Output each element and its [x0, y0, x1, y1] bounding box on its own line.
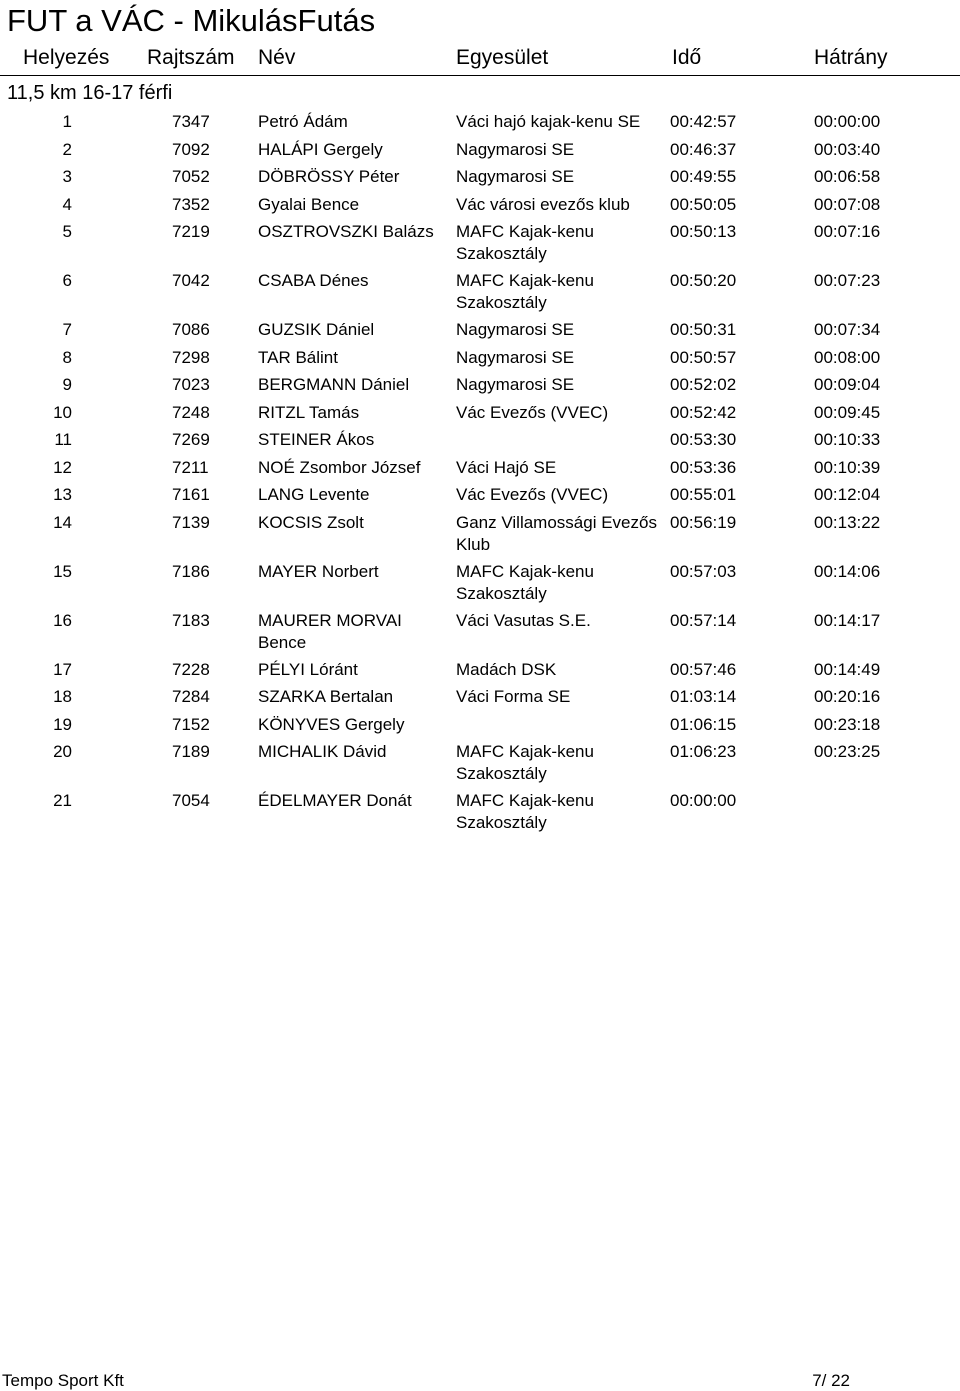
gap-cell: 00:08:00 — [814, 347, 881, 367]
bib-cell: 7228 — [172, 659, 210, 679]
time-cell: 00:00:00 — [670, 791, 737, 810]
time-cell: 01:03:14 — [670, 687, 737, 706]
club-cell-line: MAFC Kajak-kenu — [456, 791, 594, 810]
table-row — [0, 790, 960, 833]
position-cell: 19 — [53, 714, 72, 734]
name-cell-line: MAURER MORVAI — [258, 610, 402, 630]
category-label: 11,5 km 16-17 férfi — [7, 82, 173, 104]
gap-cell: 00:09:04 — [814, 375, 881, 394]
table-row — [0, 319, 960, 341]
table-row — [0, 402, 960, 424]
gap-cell: 00:13:22 — [814, 512, 881, 532]
position-cell: 3 — [62, 167, 72, 186]
column-header-club: Egyesület — [456, 46, 549, 69]
gap-cell: 00:10:39 — [814, 457, 881, 477]
bib-cell: 7248 — [172, 402, 210, 422]
position-cell: 6 — [62, 271, 72, 290]
name-cell-line: BERGMANN Dániel — [258, 375, 410, 394]
club-cell — [456, 194, 630, 216]
club-cell — [456, 347, 574, 369]
name-cell-line: PÉLYI Lóránt — [258, 659, 358, 679]
club-cell-line: Váci hajó kajak-kenu SE — [456, 112, 641, 131]
bib-cell: 7189 — [172, 742, 210, 761]
name-cell — [258, 374, 409, 396]
club-cell — [456, 457, 556, 479]
name-cell — [258, 561, 379, 583]
bib-cell: 7219 — [172, 222, 210, 241]
bib-cell: 7269 — [172, 430, 210, 449]
bib-cell: 7152 — [172, 714, 210, 734]
position-cell: 20 — [53, 742, 72, 761]
time-cell: 00:50:13 — [670, 222, 737, 241]
time-cell: 00:53:30 — [670, 430, 737, 449]
name-cell — [258, 402, 359, 424]
time-cell: 01:06:15 — [670, 714, 737, 734]
column-header-bib: Rajtszám — [147, 46, 235, 69]
time-cell: 00:50:31 — [670, 320, 737, 339]
club-cell-line: Váci Hajó SE — [456, 457, 557, 477]
name-cell-line: KÖNYVES Gergely — [258, 714, 405, 734]
position-cell: 18 — [53, 687, 72, 706]
table-row — [0, 686, 960, 708]
time-cell: 00:50:20 — [670, 271, 737, 290]
club-cell — [456, 139, 574, 161]
club-cell — [456, 270, 594, 314]
club-cell-line: Vác Evezős (VVEC) — [456, 402, 609, 422]
time-cell: 00:57:03 — [670, 561, 737, 581]
club-cell — [456, 484, 608, 506]
bib-cell: 7161 — [172, 485, 210, 504]
position-cell: 12 — [53, 457, 72, 477]
gap-cell: 00:23:25 — [814, 742, 881, 761]
time-cell: 00:52:42 — [670, 402, 737, 422]
footer-company: Tempo Sport Kft — [2, 1371, 124, 1390]
header-rule — [0, 75, 960, 76]
table-row — [0, 194, 960, 216]
column-header-time: Idő — [672, 46, 702, 69]
club-cell-line: Szakosztály — [456, 764, 547, 783]
time-cell: 01:06:23 — [670, 742, 737, 761]
club-cell — [456, 610, 591, 632]
time-cell: 00:57:14 — [670, 610, 737, 630]
name-cell — [258, 484, 370, 506]
table-row — [0, 457, 960, 479]
club-cell — [456, 741, 594, 785]
bib-cell: 7284 — [172, 687, 210, 706]
name-cell-line: LANG Levente — [258, 485, 370, 504]
time-cell: 00:50:05 — [670, 194, 737, 214]
name-cell — [258, 790, 412, 812]
time-cell: 00:56:19 — [670, 512, 737, 532]
position-cell: 9 — [62, 375, 72, 394]
table-row — [0, 741, 960, 784]
club-cell-line: Ganz Villamossági Evezős — [456, 512, 657, 532]
position-cell: 15 — [53, 561, 72, 581]
bib-cell: 7139 — [172, 512, 210, 532]
club-cell-line: Váci Forma SE — [456, 687, 571, 706]
gap-cell: 00:00:00 — [814, 112, 881, 131]
table-row — [0, 714, 960, 736]
gap-cell: 00:07:16 — [814, 222, 881, 241]
club-cell-line: Nagymarosi SE — [456, 139, 575, 159]
gap-cell: 00:12:04 — [814, 485, 881, 504]
name-cell — [258, 457, 421, 479]
gap-cell: 00:07:23 — [814, 271, 881, 290]
name-cell-line: SZARKA Bertalan — [258, 687, 394, 706]
name-cell — [258, 610, 402, 654]
club-cell-line: Szakosztály — [456, 244, 547, 263]
table-row — [0, 111, 960, 133]
name-cell — [258, 347, 338, 369]
club-cell-line: Madách DSK — [456, 659, 557, 679]
position-cell: 8 — [62, 347, 72, 367]
name-cell — [258, 319, 374, 341]
name-cell-line: Petró Ádám — [258, 112, 348, 131]
page-title: FUT a VÁC - MikulásFutás — [7, 3, 376, 38]
club-cell — [456, 319, 574, 341]
name-cell — [258, 194, 359, 216]
bib-cell: 7023 — [172, 375, 210, 394]
name-cell-line: CSABA Dénes — [258, 271, 369, 290]
club-cell — [456, 512, 657, 556]
time-cell: 00:50:57 — [670, 347, 737, 367]
club-cell — [456, 686, 570, 708]
position-cell: 17 — [53, 659, 72, 679]
club-cell — [456, 402, 608, 424]
position-cell: 5 — [62, 222, 72, 241]
bib-cell: 7183 — [172, 610, 210, 630]
position-cell: 11 — [54, 430, 72, 449]
bib-cell: 7298 — [172, 347, 210, 367]
bib-cell: 7092 — [172, 139, 210, 159]
position-cell: 4 — [62, 194, 72, 214]
gap-cell: 00:07:08 — [814, 194, 881, 214]
position-cell: 14 — [53, 512, 72, 532]
time-cell: 00:55:01 — [670, 485, 737, 504]
club-cell-line: Nagymarosi SE — [456, 167, 575, 186]
time-cell: 00:42:57 — [670, 112, 737, 131]
club-cell-line: MAFC Kajak-kenu — [456, 561, 594, 581]
bib-cell: 7347 — [172, 112, 210, 131]
table-row — [0, 270, 960, 313]
club-cell-line: MAFC Kajak-kenu — [456, 742, 594, 761]
name-cell-line: KOCSIS Zsolt — [258, 512, 364, 532]
table-row — [0, 610, 960, 653]
bib-cell: 7186 — [172, 561, 210, 581]
time-cell: 00:57:46 — [670, 659, 737, 679]
name-cell-line: DÖBRÖSSY Péter — [258, 167, 400, 186]
gap-cell: 00:14:17 — [814, 610, 881, 630]
gap-cell: 00:09:45 — [814, 402, 881, 422]
club-cell-line: Szakosztály — [456, 583, 547, 603]
club-cell-line: Vác városi evezős klub — [456, 194, 630, 214]
time-cell: 00:49:55 — [670, 167, 737, 186]
time-cell: 00:52:02 — [670, 375, 737, 394]
gap-cell: 00:20:16 — [814, 687, 881, 706]
club-cell — [456, 166, 574, 188]
club-cell-line: Nagymarosi SE — [456, 320, 575, 339]
name-cell — [258, 714, 404, 736]
name-cell-line: STEINER Ákos — [258, 430, 375, 449]
name-cell — [258, 512, 364, 534]
position-cell: 13 — [53, 485, 72, 504]
name-cell-line: HALÁPI Gergely — [258, 139, 383, 159]
club-cell-line: MAFC Kajak-kenu — [456, 222, 594, 241]
name-cell-line: ÉDELMAYER Donát — [258, 791, 412, 810]
bib-cell: 7352 — [172, 194, 210, 214]
position-cell: 16 — [53, 610, 72, 630]
name-cell-line: NOÉ Zsombor József — [258, 457, 421, 477]
table-row — [0, 139, 960, 161]
gap-cell: 00:07:34 — [814, 320, 881, 339]
table-row — [0, 429, 960, 451]
footer-page-number: 7/ 22 — [812, 1371, 850, 1390]
bib-cell: 7211 — [172, 457, 209, 477]
club-cell-line: Szakosztály — [456, 293, 547, 312]
club-cell-line: Váci Vasutas S.E. — [456, 610, 591, 630]
name-cell-line: Bence — [258, 632, 307, 652]
column-header-position: Helyezés — [23, 46, 110, 69]
club-cell — [456, 221, 594, 265]
name-cell — [258, 270, 369, 292]
position-cell: 10 — [53, 402, 72, 422]
club-cell — [456, 111, 640, 133]
name-cell — [258, 139, 383, 161]
position-cell: 1 — [62, 112, 72, 131]
name-cell-line: GUZSIK Dániel — [258, 320, 375, 339]
club-cell-line: Nagymarosi SE — [456, 375, 575, 394]
club-cell — [456, 790, 594, 834]
name-cell — [258, 659, 358, 681]
table-row — [0, 561, 960, 604]
table-row — [0, 221, 960, 264]
gap-cell: 00:06:58 — [814, 167, 881, 186]
name-cell-line: MAYER Norbert — [258, 561, 379, 581]
time-cell: 00:46:37 — [670, 139, 737, 159]
gap-cell: 00:14:49 — [814, 659, 881, 679]
table-row — [0, 374, 960, 396]
gap-cell: 00:10:33 — [814, 430, 881, 449]
name-cell-line: Gyalai Bence — [258, 194, 360, 214]
name-cell — [258, 741, 386, 763]
club-cell-line: Klub — [456, 534, 491, 554]
gap-cell: 00:23:18 — [814, 714, 881, 734]
position-cell: 7 — [62, 320, 72, 339]
position-cell: 2 — [62, 139, 72, 159]
time-cell: 00:53:36 — [670, 457, 737, 477]
bib-cell: 7086 — [172, 320, 210, 339]
club-cell-line: Szakosztály — [456, 813, 547, 832]
name-cell-line: OSZTROVSZKI Balázs — [258, 222, 434, 241]
name-cell-line: RITZL Tamás — [258, 402, 360, 422]
name-cell-line: MICHALIK Dávid — [258, 742, 387, 761]
name-cell — [258, 111, 348, 133]
bib-cell: 7042 — [172, 271, 210, 290]
table-row — [0, 512, 960, 555]
club-cell — [456, 374, 574, 396]
position-cell: 21 — [53, 791, 72, 810]
bib-cell: 7054 — [172, 791, 210, 810]
column-header-name: Név — [258, 46, 296, 69]
club-cell-line: MAFC Kajak-kenu — [456, 271, 594, 290]
name-cell — [258, 221, 434, 243]
club-cell — [456, 659, 556, 681]
table-row — [0, 347, 960, 369]
club-cell-line: Vác Evezős (VVEC) — [456, 485, 609, 504]
column-header-gap: Hátrány — [814, 46, 888, 69]
club-cell-line: Nagymarosi SE — [456, 347, 575, 367]
name-cell — [258, 686, 393, 708]
club-cell — [456, 561, 594, 605]
table-row — [0, 166, 960, 188]
table-row — [0, 484, 960, 506]
gap-cell: 00:03:40 — [814, 139, 881, 159]
bib-cell: 7052 — [172, 167, 210, 186]
name-cell-line: TAR Bálint — [258, 347, 338, 367]
gap-cell: 00:14:06 — [814, 561, 881, 581]
name-cell — [258, 429, 374, 451]
name-cell — [258, 166, 399, 188]
table-row — [0, 659, 960, 681]
